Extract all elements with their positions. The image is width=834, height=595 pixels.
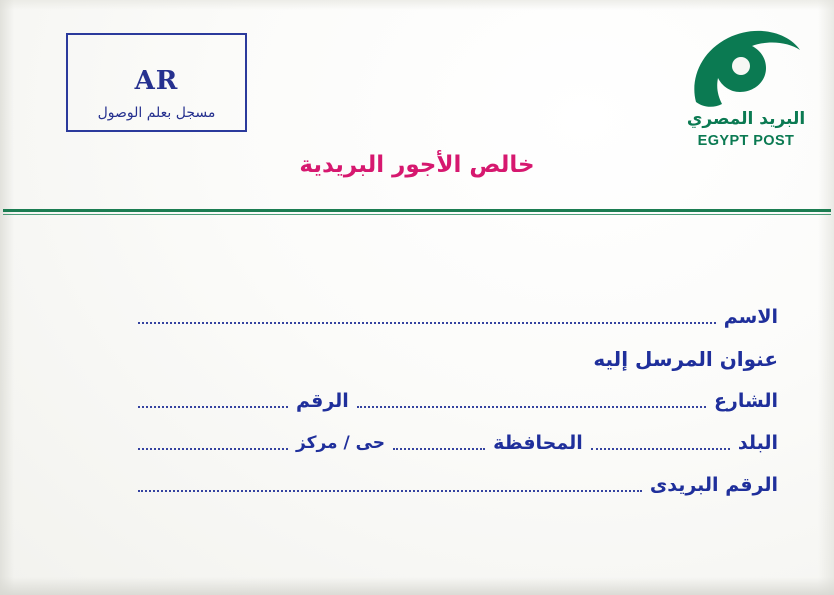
egypt-post-logo — [686, 24, 806, 149]
district-label: حى / مركز — [296, 433, 386, 453]
form-row-name — [0, 296, 834, 338]
form-row-country-governorate-district — [0, 422, 834, 464]
number-label: الرقم — [296, 390, 349, 412]
governorate-input-line[interactable] — [393, 436, 485, 450]
postal-code-input-line[interactable] — [138, 478, 642, 492]
country-input-line[interactable] — [591, 436, 730, 450]
egypt-post-arabic-name: البريد المصري — [686, 109, 806, 129]
street-label: الشارع — [713, 390, 778, 412]
paper-edge-top — [0, 0, 834, 10]
egypt-post-wordmark: EGYPT POST — [697, 133, 795, 149]
country-label: البلد — [737, 432, 778, 454]
form-row-street-number — [0, 380, 834, 422]
green-divider-line-thin — [3, 214, 831, 215]
registered-mail-caption: مسجل بعلم الوصول — [97, 105, 216, 121]
address-form — [0, 296, 834, 506]
postal-code-label: الرقم البريدى — [649, 474, 778, 496]
name-input-line[interactable] — [138, 310, 716, 324]
governorate-label: المحافظة — [493, 432, 583, 454]
form-row-postal-code — [0, 464, 834, 506]
street-input-line[interactable] — [357, 394, 706, 408]
number-input-line[interactable] — [138, 394, 288, 408]
paper-edge-bottom — [0, 577, 834, 595]
name-label: الاسم — [723, 306, 778, 328]
district-input-line[interactable] — [138, 436, 288, 450]
green-divider-line — [3, 209, 831, 212]
form-row-recipient-address — [0, 338, 834, 380]
recipient-address-label: عنوان المرسل إليه — [593, 347, 778, 371]
registered-mail-box — [66, 33, 247, 132]
postage-paid-text: خالص الأجور البريدية — [299, 152, 535, 178]
registered-mail-code: AR — [134, 66, 179, 96]
